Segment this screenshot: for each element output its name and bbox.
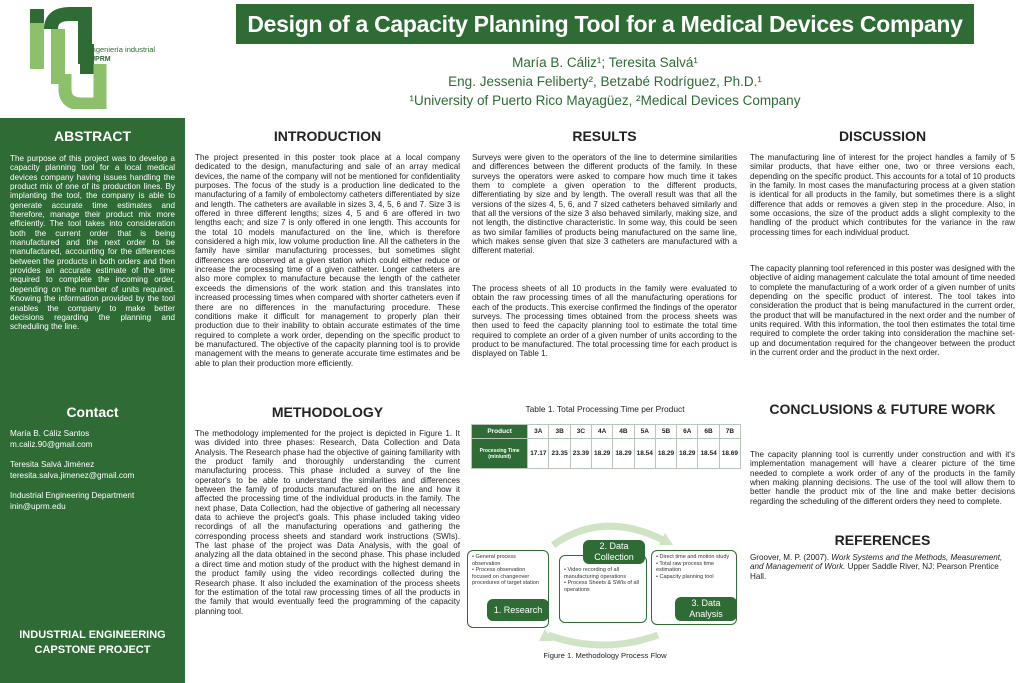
contact-email-2[interactable]: teresita.salva.jimenez@gmail.com	[10, 470, 135, 480]
methodology-heading: METHODOLOGY	[271, 404, 384, 420]
time-cell: 18.29	[613, 439, 634, 469]
capstone-line1: INDUSTRIAL ENGINEERING	[19, 629, 166, 641]
contact-name-1: María B. Cáliz Santos	[10, 429, 90, 438]
results-heading: RESULTS	[572, 128, 637, 144]
abstract-heading: ABSTRACT	[54, 128, 131, 144]
reference-title: Work Systems and the Methods, Measurement, and Management of Work.	[750, 553, 1003, 572]
logo-text-line2: UPRM	[90, 56, 111, 63]
contact-name-2: Teresita Salvá Jiménez	[10, 460, 95, 469]
product-cell: 3C	[570, 425, 591, 439]
introduction-text: The project presented in this poster took place at a local company dedicated to the design, manufacturing and sale of an array medical devices, the name of the company will not be mentioned for confidentiality purposes. The focus of the study is a production line dedicated to the manufacturing of a family of embolectomy catheters differentiated by size and length. The catheters are available in sizes 3, 4, 5, 6 and 7. Size 3 is offered in three different lengths; sizes 4, 5 and 6 are offered in two lengths each; and size 7 is only offered in one length. This accounts for the total 10 models manufactured on the line, which is therefore considered a high mix, low volume production line. All the catheters in the family have similar manufacturing processes, but sometimes slight differences are observed at a given station which could either reduce or increase the processing time of a given catheter. Longer catheters are also more complex to manufacture because the length of the catheter exceeds the dimensions of the work station and this translates into increased processing times when compared with shorter catheters even if there are no differences in the manufacturing procedure. These conditions make it difficult for management to properly plan their production due to their inability to obtain accurate estimates of the time required to complete a work order, depending on the specific product to be manufactured. The objective of the capacity planning tool is to provide management with the means to generate accurate time estimates and be able to plan their production more efficiently.	[195, 153, 460, 368]
poster-title: Design of a Capacity Planning Tool for a Medical Devices Company	[247, 11, 963, 37]
time-cell: 18.69	[719, 439, 740, 469]
capstone-label	[0, 628, 185, 658]
product-cell: 5A	[634, 425, 655, 439]
contact-email-3[interactable]: inin@uprm.edu	[10, 501, 66, 511]
logo-text-line1: ingeniería industrial	[90, 45, 156, 54]
sidebar	[0, 118, 185, 683]
research-item: • Process observation focused on changeover procedures of target station	[472, 567, 544, 587]
results-text-2: The process sheets of all 10 products in the family were evaluated to obtain the raw processing times of all the manufacturing operations for each of the products. This exercise confirmed the findings of the operator surveys. The processing times obtained from the process sheets was then used to feed the capacity planning tool to estimate the total time required to complete an order of a given number of units according to the product to be manufactured. The total processing time for each product is displayed on Table 1.	[472, 284, 737, 359]
analysis-item: • Direct time and motion study	[656, 554, 732, 561]
time-cell: 18.54	[698, 439, 719, 469]
methodology-text: The methodology implemented for the project is depicted in Figure 1. It was divided into three phases: Research, Data Collection and Data Analysis. The Research phase had the objective of gaining familiarity with the product family and thoroughly understanding the current manufacturing process. This phase included a survey of the line operator's to be able to understand the similarities and differences between the family of products manufactured on the line and how it affected the processing time of the individual products in the family. The next phase, Data Collection, had the objective of gathering all necessary data to achieve the project's goals. This phase included taking video recordings of all the manufacturing operations and gathering the corresponding process sheets and standard work instructions (SWIs). The last phase of the project was Data Analysis, with the goal of analyzing all the data obtained in the second phase. This phase included a direct time and motion study of the product with the highest demand in the product family using the video recordings collected during the Research phase. It also included the examination of the process sheets for the estimation of the total raw processing times of all the products in the family that would eventually feed the programming of the capacity planning tool.	[195, 429, 460, 616]
time-cell: 23.39	[570, 439, 591, 469]
reference-publisher: Upper Saddle River, NJ: Pearson Prentice Hall.	[750, 562, 999, 581]
product-cell: 4A	[592, 425, 613, 439]
introduction-heading: INTRODUCTION	[273, 128, 382, 144]
analysis-item: • Capacity planning tool	[656, 574, 732, 581]
table-value-row	[472, 439, 741, 469]
research-item: • General process observation	[472, 554, 544, 567]
time-cell: 23.35	[549, 439, 570, 469]
conclusions-heading: CONCLUSIONS & FUTURE WORK	[769, 401, 996, 417]
contact-info	[10, 429, 180, 522]
contact-department: Industrial Engineering Department	[10, 491, 135, 500]
collection-item: • Video recording of all manufacturing operations	[564, 567, 642, 580]
logo-wordmark	[90, 45, 155, 64]
figure-caption: Figure 1. Methodology Process Flow	[543, 651, 667, 660]
references-heading: REFERENCES	[834, 532, 931, 548]
reference-author: Groover, M. P. (2007).	[750, 553, 830, 562]
authors-block	[236, 53, 974, 110]
reference-entry	[750, 553, 1015, 581]
affiliations-line: ¹University of Puerto Rico Mayagüez, ²Medical Devices Company	[409, 93, 801, 108]
time-cell: 17.17	[528, 439, 549, 469]
product-cell: 4B	[613, 425, 634, 439]
discussion-heading: DISCUSSION	[838, 128, 927, 144]
phase-data-collection: 2. Data Collection	[583, 540, 645, 564]
table-row-label: Processing Time (min/unit)	[472, 439, 528, 469]
product-cell: 6B	[698, 425, 719, 439]
contact-email-1[interactable]: m.caliz.90@gmail.com	[10, 439, 93, 449]
contact-heading: Contact	[66, 404, 119, 420]
collection-item: • Process Sheets & SWIs of all operations	[564, 580, 642, 593]
phase-research: 1. Research	[487, 599, 549, 621]
authors-line1: María B. Cáliz¹; Teresita Salvá¹	[512, 55, 698, 70]
processing-time-table	[471, 424, 741, 469]
table-header-row	[472, 425, 741, 439]
discussion-text-2: The capacity planning tool referenced in this poster was designed with the objective of aiding management calculate the total amount of time needed to complete the manufacturing of a work order of a given number of units depending on the specific product of interest. The tool takes into consideration the product that is being manufactured in the current order, the product that will be manufactured in the next order and the number of units required. With this information, the tool then estimates the total time required to complete the order taking into consideration the machine set-up and documentation required for the changeover between the product in the current order and the product in the next order.	[750, 264, 1016, 358]
product-cell: 3A	[528, 425, 549, 439]
results-text-1: Surveys were given to the operators of the line to determine similarities and differences between the different products of the family. In these surveys the operators were asked to compare how much time it takes them to complete a given operation to the different products, differentiating by size and by length. The overall result was that all the versions of the sizes 4, 5, 6, and 7 sized catheters behaved similarly and that all the versions of the size 3 also behaved similarly, making size, and not length, the distinctive characteristic. In some way, this could be seen as two similar families of products being manufactured on the same line, which makes sense given that size 3 catheters are manufactured with a different material.	[472, 153, 737, 256]
analysis-item: • Total raw process time estimation	[656, 561, 732, 574]
authors-line2: Eng. Jessenia Feliberty², Betzabé Rodríguez, Ph.D.¹	[448, 74, 762, 89]
time-cell: 18.54	[634, 439, 655, 469]
time-cell: 18.29	[677, 439, 698, 469]
title-bar	[236, 4, 974, 44]
product-cell: 3B	[549, 425, 570, 439]
discussion-text-1: The manufacturing line of interest for the project handles a family of 5 similar products, that have either one, two or three versions each, depending on the specific product. This accounts for a total of 10 products in the family. In most cases the manufacturing process at a given station is identical for all products in the family, but sometimes there is a slight difference that adds or removes a given step in the procedure. Also, in some occasions, the size of the product adds a slight complexity to the handling of the product which contributes for the variance in the raw processing times for each individual product.	[750, 153, 1015, 237]
abstract-text: The purpose of this project was to develop a capacity planning tool for a local medical devices company having issues handling the product mix of one of its production lines. By implanting the tool, the company is able to generate accurate time estimates and therefore, manage their product mix more efficiently. The tool takes into consideration both the current order that is being manufactured and the next order to be manufactured, accounting for the differences between the products in both orders and then provides an accurate estimate of the time required to complete the incoming order, depending on the number of units required. Knowing the information provided by the tool enables the company to make better decisions regarding the planning and scheduling the line.	[10, 154, 175, 332]
time-cell: 18.29	[592, 439, 613, 469]
conclusions-text: The capacity planning tool is currently under construction and with it's implementation management will have a clearer picture of the time needed to complete a work order of any of the products in the family when making planning decisions. The use of the tool will allow them to better handle the product mix of the line and make better decisions regarding the scheduling of the different orders they need to complete.	[750, 450, 1015, 506]
methodology-diagram	[463, 515, 743, 650]
table-caption: Table 1. Total Processing Time per Product	[525, 404, 685, 414]
poster-header	[0, 0, 1024, 118]
product-cell: 5B	[655, 425, 676, 439]
product-cell: 6A	[677, 425, 698, 439]
phase-data-analysis: 3. Data Analysis	[675, 597, 737, 621]
data-collection-box	[559, 555, 647, 623]
capstone-line2: CAPSTONE PROJECT	[34, 644, 151, 656]
product-cell: 7B	[719, 425, 740, 439]
time-cell: 18.29	[655, 439, 676, 469]
table-header-cell: Product	[472, 425, 528, 439]
